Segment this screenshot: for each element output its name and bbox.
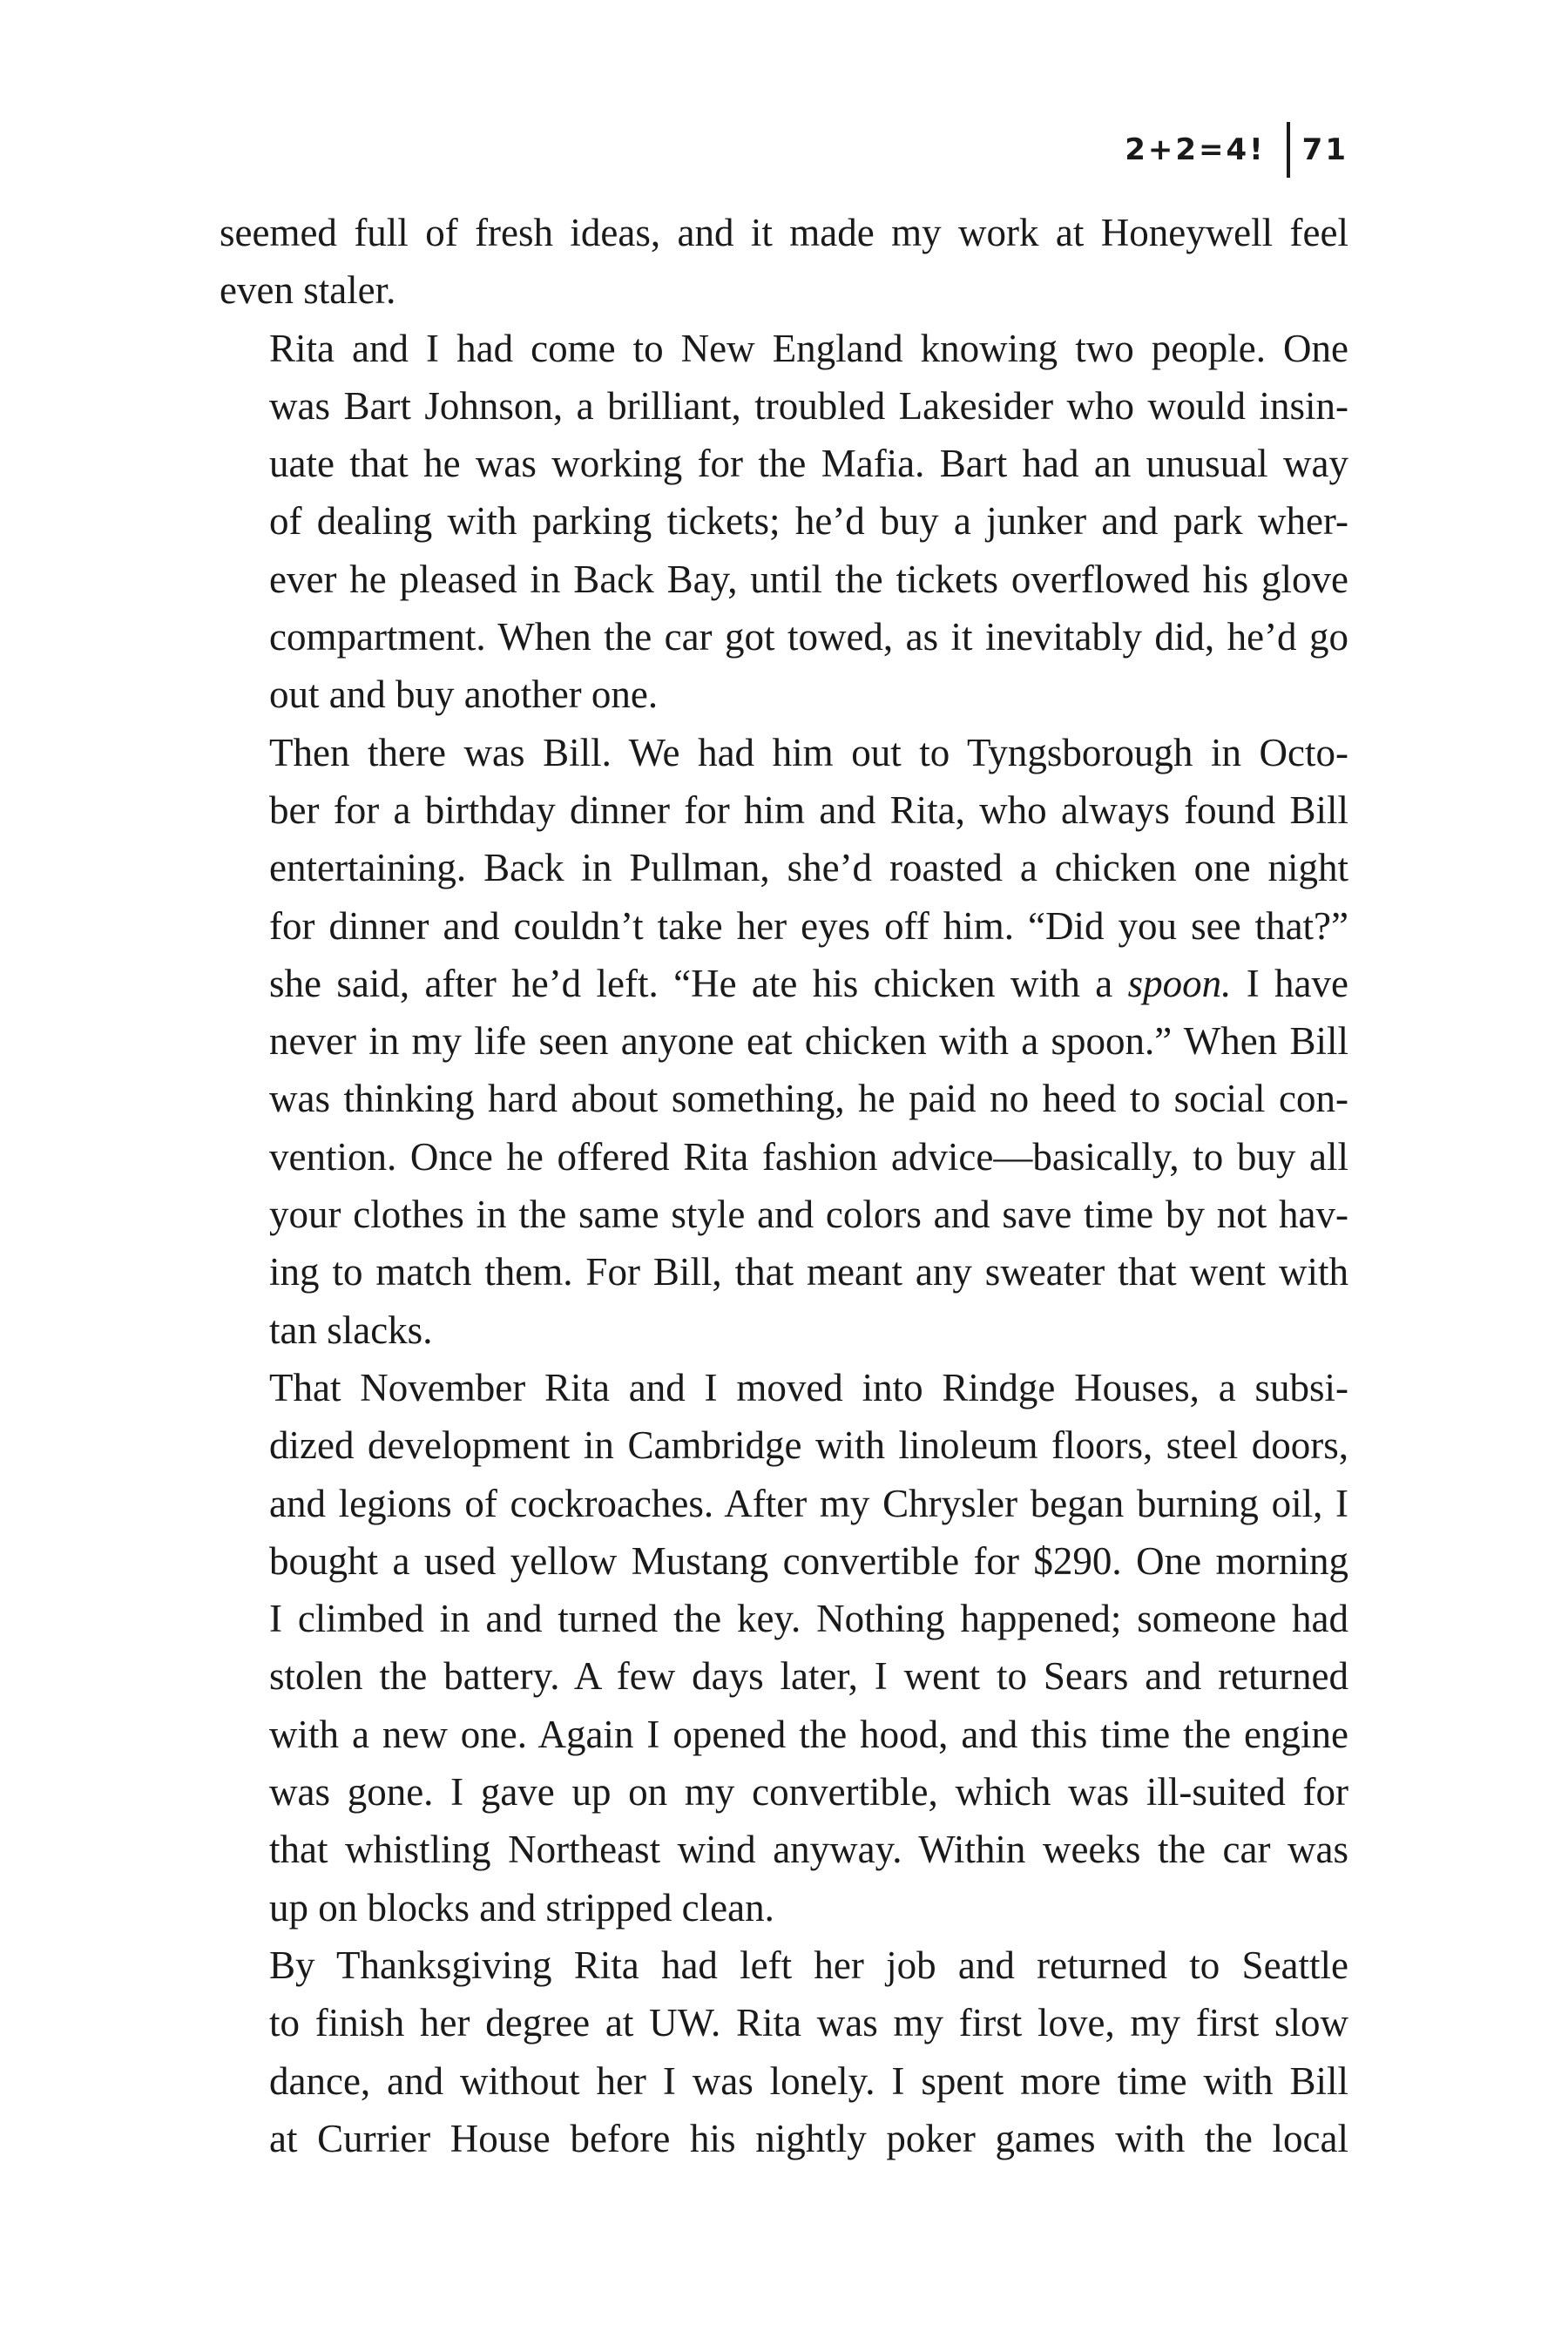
text-line: I climbed in and turned the key. Nothing happened; someone had	[269, 1597, 1348, 1641]
text-line: was thinking hard about something, he paid no heed to social con-	[269, 1077, 1348, 1121]
running-head-divider	[1287, 122, 1290, 178]
text-line: to finish her degree at UW. Rita was my first love, my first slow	[269, 2001, 1348, 2045]
text-line: dance, and without her I was lonely. I spent more time with Bill	[269, 2058, 1348, 2103]
text-line: and legions of cockroaches. After my Chrysler began burning oil, I	[269, 1481, 1348, 1525]
text-line: at Currier House before his nightly poker games with the local	[269, 2116, 1348, 2160]
text-line: never in my life seen anyone eat chicken with a spoon.” When Bill	[269, 1019, 1348, 1064]
text-line: with a new one. Again I opened the hood, and this time the engine	[269, 1712, 1348, 1756]
text-line: ing to match them. For Bill, that meant any sweater that went with	[269, 1250, 1348, 1294]
text-line: bought a used yellow Mustang convertible for $290. One morning	[269, 1538, 1348, 1583]
text-line: ber for a birthday dinner for him and Rita, who always found Bill	[269, 787, 1348, 832]
text-line: Rita and I had come to New England knowing two people. One	[269, 326, 1348, 370]
paragraph	[220, 724, 1348, 1359]
text-line: entertaining. Back in Pullman, she’d roasted a chicken one night	[269, 846, 1348, 890]
text-line: That November Rita and I moved into Rindge Houses, a subsi-	[269, 1365, 1348, 1409]
text-line: stolen the battery. A few days later, I went to Sears and returned	[269, 1654, 1348, 1699]
text-line: was gone. I gave up on my convertible, which was ill-suited for	[269, 1770, 1348, 1815]
text-line: she said, after he’d left. “He ate his chicken with a spoon. I have	[269, 961, 1348, 1005]
text-line: uate that he was working for the Mafia. Bart had an unusual way	[269, 442, 1348, 486]
text-line: that whistling Northeast wind anyway. Within weeks the car was	[269, 1828, 1348, 1872]
emphasis-word: spoon.	[1127, 961, 1232, 1005]
text-line: seemed full of fresh ideas, and it made my work at Honeywell feel	[220, 211, 1348, 254]
paragraph	[220, 1936, 1348, 2167]
running-head	[1125, 122, 1348, 178]
text-line: up on blocks and stripped clean.	[269, 1885, 774, 1930]
page-number: 71	[1301, 132, 1348, 167]
body-text	[220, 204, 1348, 2167]
paragraph	[220, 1359, 1348, 1936]
text-line: dized development in Cambridge with linoleum floors, steel doors,	[269, 1423, 1348, 1468]
text-line: Then there was Bill. We had him out to Tyngsborough in Octo-	[269, 730, 1348, 774]
text-line: By Thanksgiving Rita had left her job and returned to Seattle	[269, 1943, 1348, 1987]
running-head-title: 2+2=4!	[1125, 132, 1266, 167]
text-line: out and buy another one.	[269, 672, 659, 717]
paragraph	[220, 204, 1348, 320]
text-line: tan slacks.	[269, 1308, 433, 1352]
text-line: your clothes in the same style and colors and save time by not hav-	[269, 1193, 1348, 1237]
text-line: was Bart Johnson, a brilliant, troubled Lakesider who would insin-	[269, 383, 1348, 428]
text-line: ever he pleased in Back Bay, until the tickets overflowed his glove	[269, 557, 1348, 601]
text-line: of dealing with parking tickets; he’d buy a junker and park wher-	[269, 499, 1348, 544]
text-line: compartment. When the car got towed, as it inevitably did, he’d go	[269, 615, 1348, 659]
paragraph	[220, 320, 1348, 724]
text-line: for dinner and couldn’t take her eyes off him. “Did you see that?”	[269, 903, 1348, 948]
text-line: even staler.	[220, 268, 396, 313]
text-line: vention. Once he offered Rita fashion advice—basically, to buy all	[269, 1134, 1348, 1179]
